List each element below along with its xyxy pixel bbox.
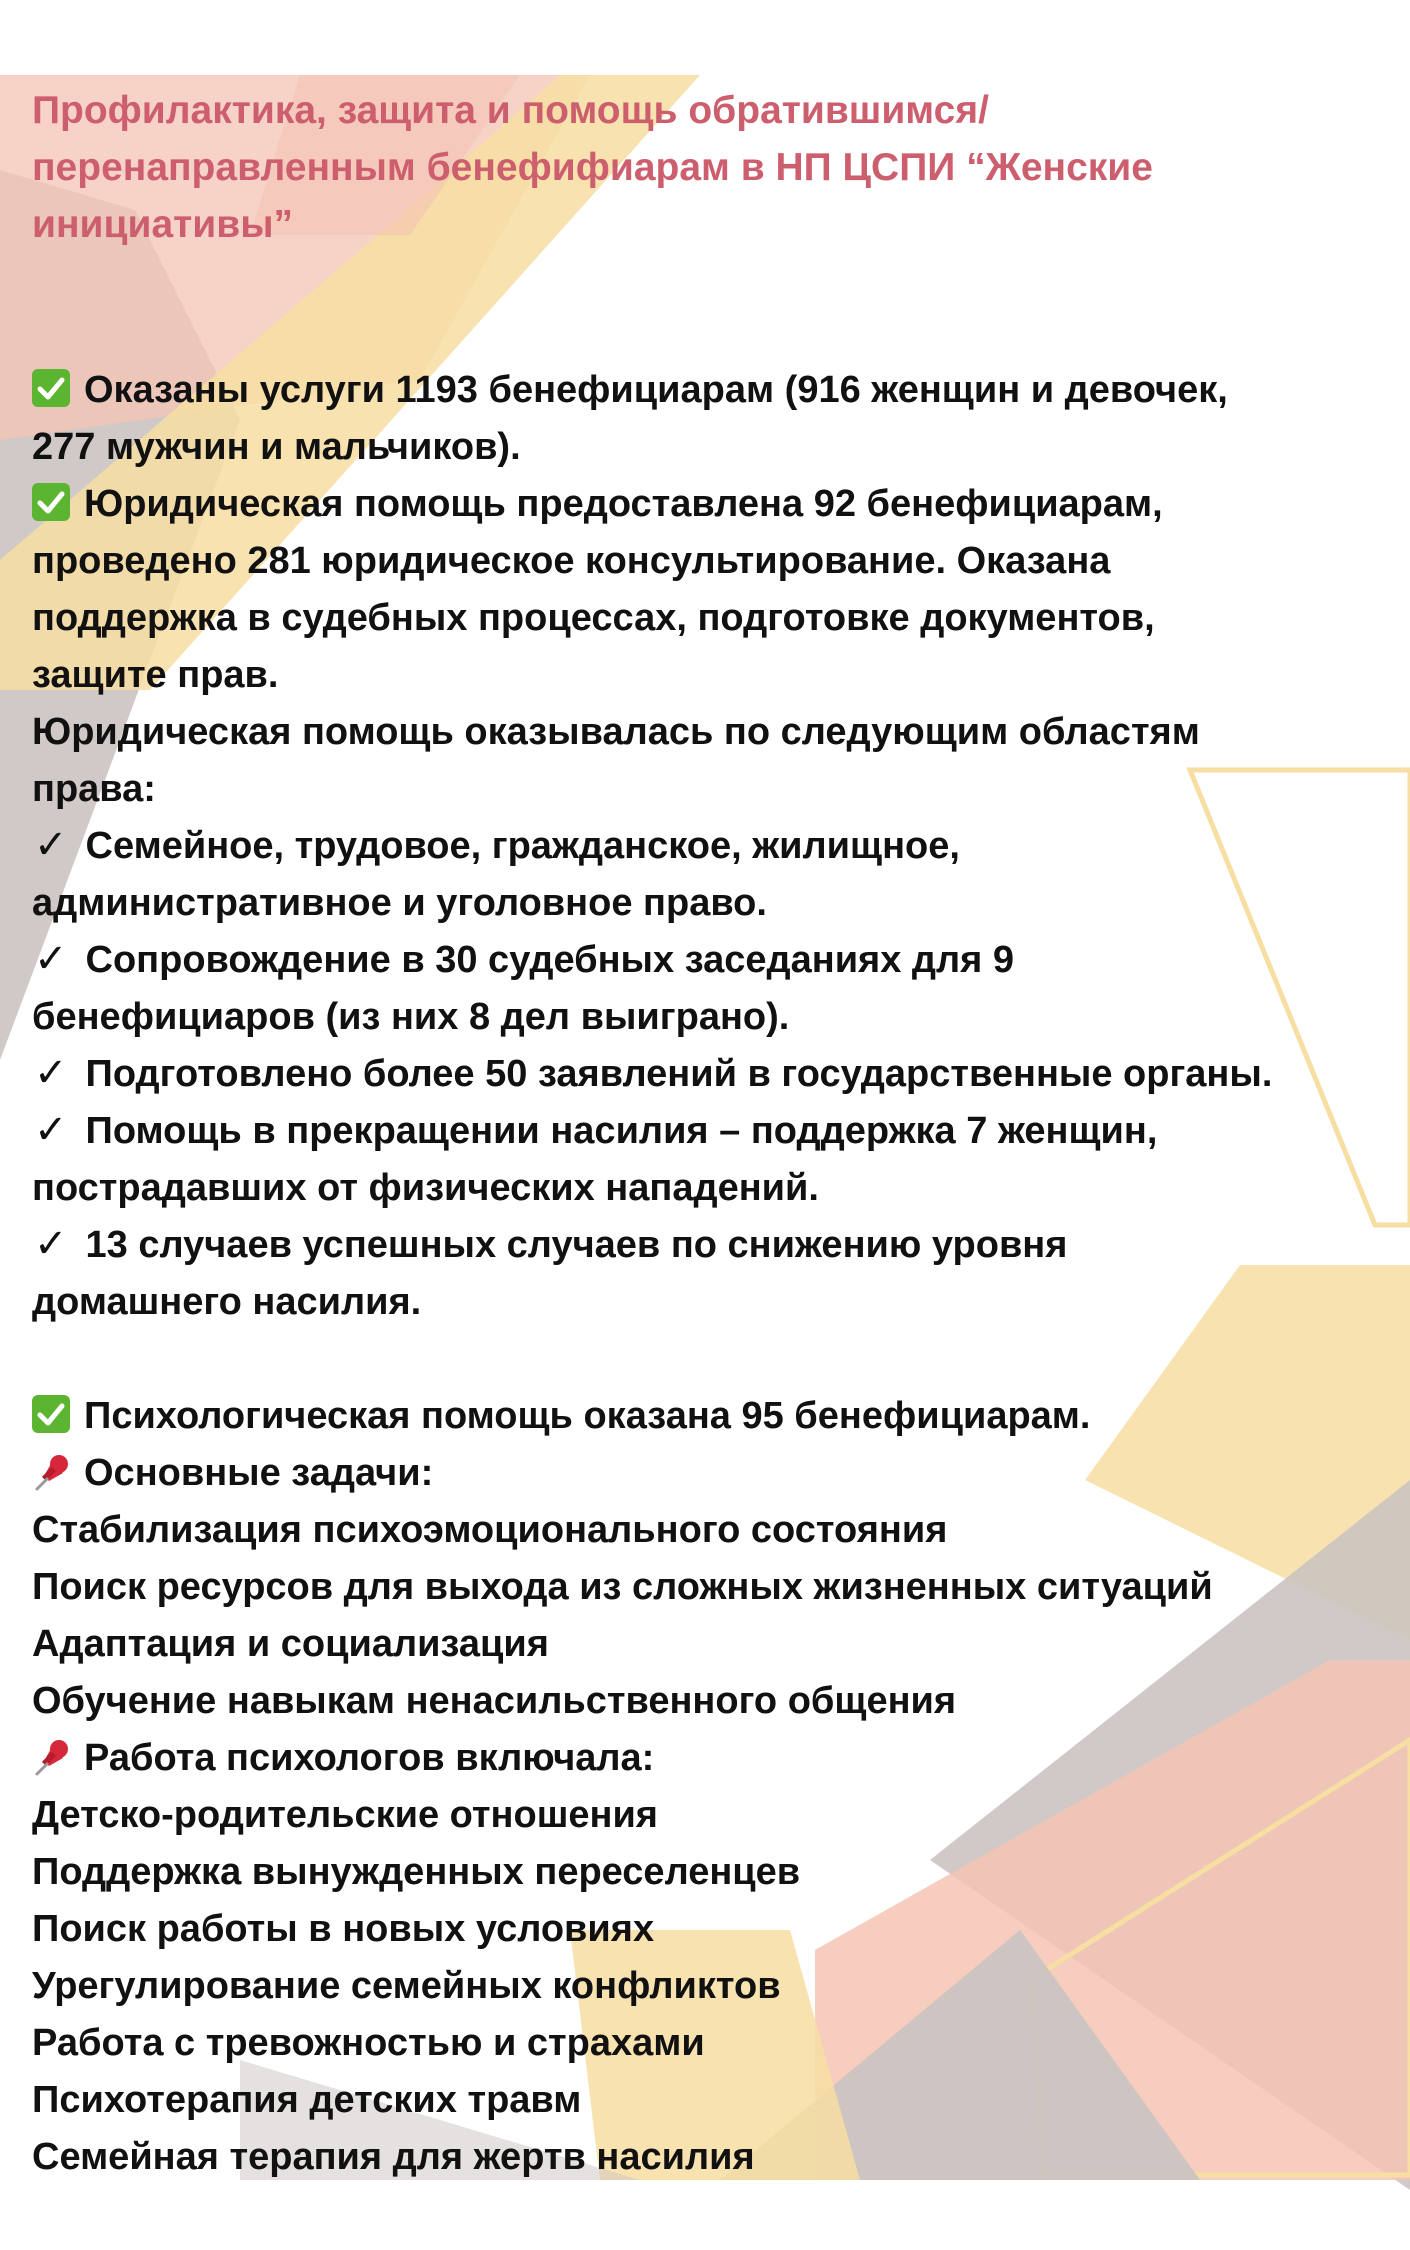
work-item: Поиск работы в новых условиях: [32, 1908, 655, 1950]
work-item: Детско-родительские отношения: [32, 1794, 658, 1836]
page-title: [32, 82, 1292, 253]
pushpin-icon: [32, 1449, 76, 1493]
psychologists-work-heading: [32, 1730, 654, 1787]
legal-help-line: [32, 476, 1163, 533]
main-tasks-heading: [32, 1445, 433, 1502]
check-mark-icon: ✓: [34, 1222, 68, 1267]
legal-help-line-continued: защите прав.: [32, 654, 279, 696]
work-item: Работа с тревожностью и страхами: [32, 2022, 705, 2064]
legal-item-text: 13 случаев успешных случаев по снижению уровня: [85, 1224, 1068, 1266]
legal-item-text: Подготовлено более 50 заявлений в государственные органы.: [85, 1053, 1273, 1095]
psychologists-work-text: Работа психологов включала:: [84, 1737, 655, 1779]
psych-help-line: [32, 1388, 1090, 1445]
legal-item-continued: административное и уголовное право.: [32, 882, 767, 924]
legal-item-areas: [32, 818, 960, 875]
task-item: Обучение навыкам ненасильственного общения: [32, 1680, 957, 1722]
title-line: инициативы”: [32, 203, 294, 246]
task-item: Адаптация и социализация: [32, 1623, 549, 1665]
check-mark-icon: ✓: [34, 823, 68, 868]
check-mark-icon: ✓: [34, 937, 68, 982]
task-item: Поиск ресурсов для выхода из сложных жизненных ситуаций: [32, 1566, 1213, 1608]
title-line: перенаправленным бенефифиарам в НП ЦСПИ “Женские: [32, 146, 1153, 189]
legal-item-applications: [32, 1046, 1272, 1103]
check-mark-icon: ✓: [34, 1108, 68, 1153]
work-item: Урегулирование семейных конфликтов: [32, 1965, 781, 2007]
pushpin-icon: [32, 1734, 76, 1778]
check-mark-icon: ✓: [34, 1051, 68, 1096]
legal-help-line-continued: поддержка в судебных процессах, подготовке документов,: [32, 597, 1155, 639]
services-text: Оказаны услуги 1193 бенефициарам (916 женщин и девочек,: [84, 369, 1228, 411]
services-line: [32, 362, 1228, 419]
title-line: Профилактика, защита и помощь обратившимся/: [32, 89, 989, 132]
work-item: Семейная терапия для жертв насилия: [32, 2136, 755, 2178]
legal-item-domestic: [32, 1217, 1067, 1274]
services-line-continued: 277 мужчин и мальчиков).: [32, 426, 521, 468]
check-mark-button-icon: [32, 369, 70, 407]
legal-item-continued: домашнего насилия.: [32, 1281, 422, 1323]
legal-help-text: Юридическая помощь предоставлена 92 бенефициарам,: [84, 483, 1163, 525]
psych-help-text: Психологическая помощь оказана 95 бенефициарам.: [84, 1395, 1091, 1437]
check-mark-button-icon: [32, 1395, 70, 1433]
legal-item-text: Помощь в прекращении насилия – поддержка 7 женщин,: [85, 1110, 1158, 1152]
main-tasks-text: Основные задачи:: [84, 1452, 434, 1494]
check-mark-button-icon: [32, 483, 70, 521]
legal-item-text: Сопровождение в 30 судебных заседаниях для 9: [85, 939, 1015, 981]
legal-help-line-continued: проведено 281 юридическое консультирование. Оказана: [32, 540, 1111, 582]
work-item: Поддержка вынужденных переселенцев: [32, 1851, 801, 1893]
legal-item-text: Семейное, трудовое, гражданское, жилищное,: [85, 825, 960, 867]
legal-item-continued: бенефициаров (из них 8 дел выиграно).: [32, 996, 790, 1038]
task-item: Стабилизация психоэмоционального состояния: [32, 1509, 948, 1551]
legal-item-continued: пострадавших от физических нападений.: [32, 1167, 819, 1209]
legal-item-violence: [32, 1103, 1157, 1160]
legal-areas-heading-continued: права:: [32, 768, 156, 810]
legal-item-court: [32, 932, 1014, 989]
legal-areas-heading: Юридическая помощь оказывалась по следующим областям: [32, 711, 1200, 753]
work-item: Психотерапия детских травм: [32, 2079, 582, 2121]
